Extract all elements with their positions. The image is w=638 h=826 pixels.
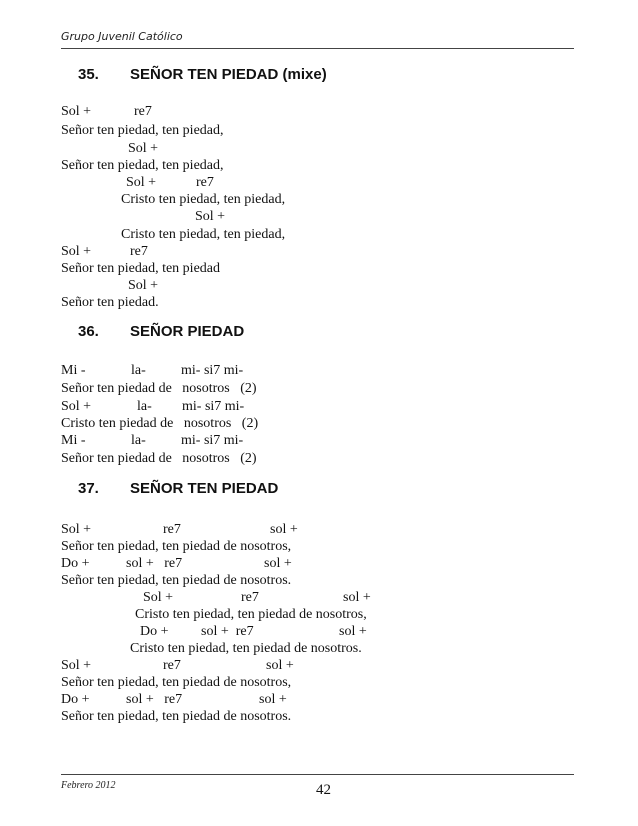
chord-line: Sol + <box>61 244 92 259</box>
lyric-line: Señor ten piedad, ten piedad de nosotros. <box>61 573 292 588</box>
lyric-line: Señor ten piedad de nosotros (2) <box>61 451 257 466</box>
song-title: SEÑOR TEN PIEDAD <box>130 480 279 497</box>
chord-line: sol + <box>339 624 367 639</box>
chord-line: mi- si7 mi- <box>181 433 244 448</box>
chord-line: sol + re7 <box>201 624 254 639</box>
chord-line: Sol + <box>195 209 226 224</box>
chord-line: re7 <box>163 522 181 537</box>
chord-line: Sol + <box>61 104 92 119</box>
chord-line: re7 <box>163 658 181 673</box>
chord-line: Sol + <box>143 590 174 605</box>
chord-line: mi- si7 mi- <box>182 399 245 414</box>
lyric-line: Señor ten piedad de nosotros (2) <box>61 381 257 396</box>
chord-line: sol + re7 <box>126 692 183 707</box>
chord-line: re7 <box>130 244 148 259</box>
song-title: SEÑOR PIEDAD <box>130 323 245 340</box>
lyric-line: Señor ten piedad, ten piedad, <box>61 158 224 173</box>
song-number: 37. <box>78 480 99 497</box>
lyric-line: Cristo ten piedad, ten piedad, <box>121 227 286 242</box>
chord-line: sol + <box>343 590 371 605</box>
chord-line: Sol + <box>61 399 92 414</box>
song-37-heading <box>78 480 278 497</box>
chord-line: la- <box>131 433 146 448</box>
chord-line: Mi - <box>61 433 86 448</box>
lyric-line: Cristo ten piedad, ten piedad de nosotros, <box>135 607 367 622</box>
song-title: SEÑOR TEN PIEDAD (mixe) <box>130 66 327 83</box>
chord-line: re7 <box>241 590 259 605</box>
song-36-heading <box>78 323 244 340</box>
song-number: 35. <box>78 66 99 83</box>
header-divider <box>61 48 574 49</box>
chord-line: sol + re7 <box>126 556 183 571</box>
chord-line: Do + <box>140 624 169 639</box>
chord-line: re7 <box>196 175 214 190</box>
song-number: 36. <box>78 323 99 340</box>
footer-date: Febrero 2012 <box>61 780 116 791</box>
chord-line: Do + <box>61 556 90 571</box>
running-header: Grupo Juvenil Católico <box>61 30 183 43</box>
chord-line: Sol + <box>61 522 92 537</box>
chord-line: la- <box>131 363 146 378</box>
page-number: 42 <box>316 782 331 798</box>
chord-line: sol + <box>264 556 292 571</box>
lyric-line: Señor ten piedad, ten piedad, <box>61 123 224 138</box>
chord-line: Mi - <box>61 363 86 378</box>
footer-divider <box>61 774 574 775</box>
lyric-line: Cristo ten piedad de nosotros (2) <box>61 416 259 431</box>
chord-line: Sol + <box>61 658 92 673</box>
lyric-line: Señor ten piedad, ten piedad de nosotros, <box>61 675 292 690</box>
lyric-line: Cristo ten piedad, ten piedad, <box>121 192 286 207</box>
chord-line: re7 <box>134 104 152 119</box>
chord-line: sol + <box>266 658 294 673</box>
chord-line: la- <box>137 399 152 414</box>
chord-line: Sol + <box>126 175 157 190</box>
chord-line: mi- si7 mi- <box>181 363 244 378</box>
song-35-heading <box>78 66 327 83</box>
lyric-line: Señor ten piedad, ten piedad <box>61 261 221 276</box>
chord-line: sol + <box>270 522 298 537</box>
chord-line: Sol + <box>128 278 159 293</box>
lyric-line: Señor ten piedad. <box>61 295 159 310</box>
lyric-line: Señor ten piedad, ten piedad de nosotros. <box>61 709 292 724</box>
chord-line: sol + <box>259 692 287 707</box>
lyric-line: Señor ten piedad, ten piedad de nosotros, <box>61 539 292 554</box>
lyric-line: Cristo ten piedad, ten piedad de nosotros. <box>130 641 362 656</box>
chord-line: Sol + <box>128 141 159 156</box>
chord-line: Do + <box>61 692 90 707</box>
